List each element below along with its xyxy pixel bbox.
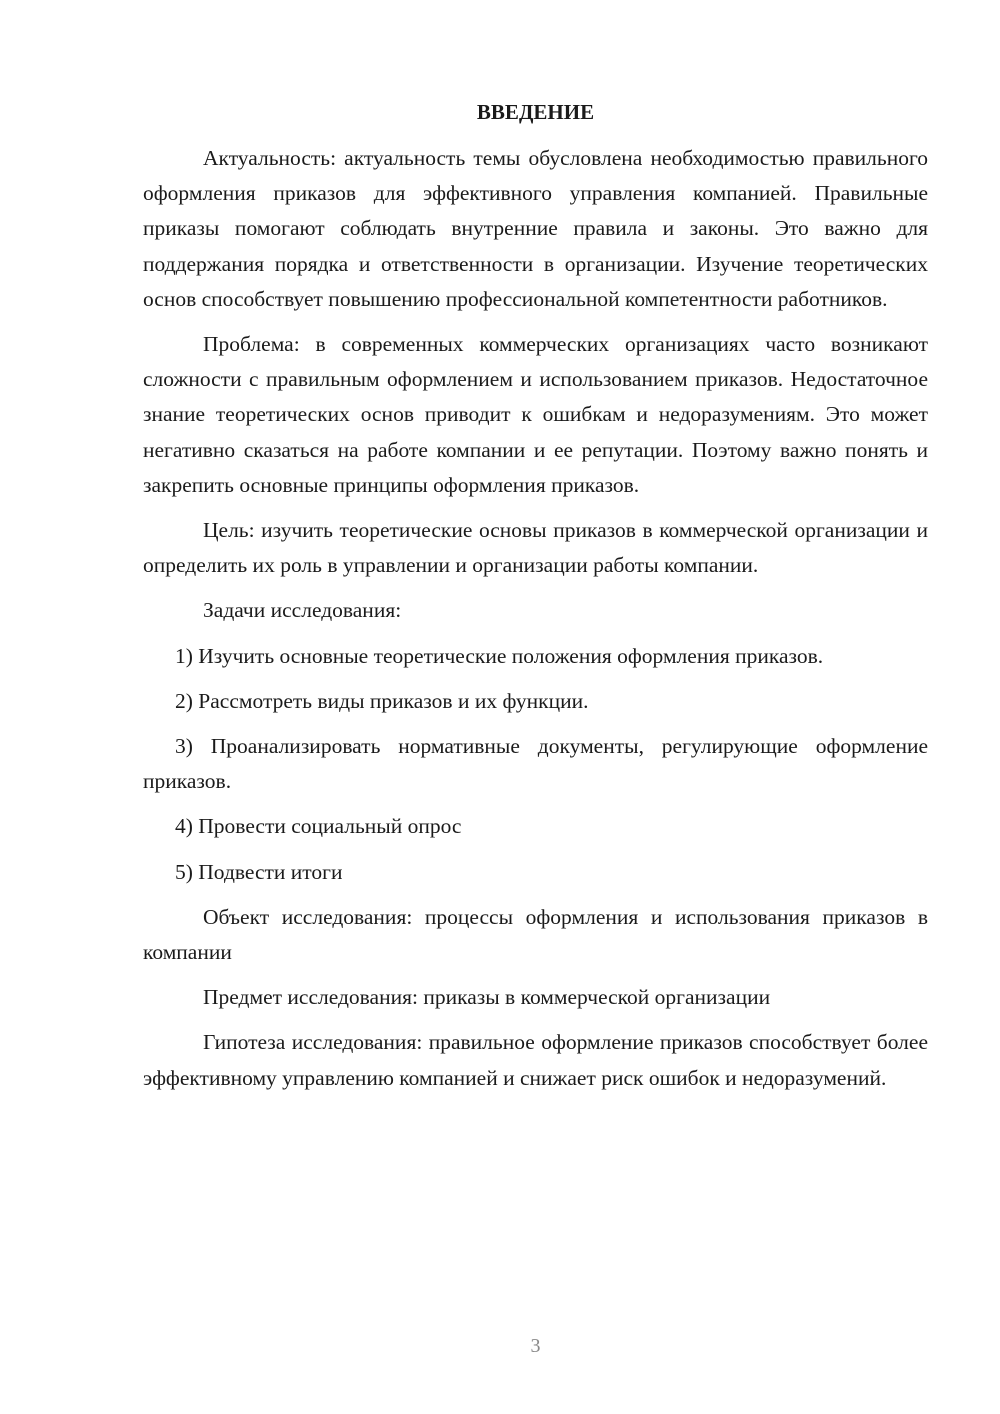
document-body (143, 141, 928, 1106)
paragraph-relevance: Актуальность: актуальность темы обусловлена необходимостью правильного оформления приказов для эффективного управления компанией. Правильные приказы помогают соблюдать внутренние правила и законы. Это важно для поддержания порядка и ответственности в организации. Изучение теоретических основ способствует повышению профессиональной компетентности работников. (143, 146, 928, 311)
task-item: 4) Провести социальный опрос (175, 814, 462, 839)
task-item: 3) Проанализировать нормативные документы, регулирующие оформление приказов. (143, 734, 928, 794)
task-item: 5) Подвести итоги (175, 859, 343, 884)
section-title: ВВЕДЕНИЕ (476, 100, 595, 124)
paragraph-problem: Проблема: в современных коммерческих организациях часто возникают сложности с правильным оформлением и использованием приказов. Недостаточное знание теоретических основ приводит к ошибкам и недоразумениям. Это может негативно сказаться на работе компании и ее репутации. Поэтому важно понять и закрепить основные принципы оформления приказов. (143, 332, 928, 497)
paragraph-subject: Предмет исследования: приказы в коммерческой организации (203, 985, 771, 1010)
paragraph-goal: Цель: изучить теоретические основы приказов в коммерческой организации и определить их роль в управлении и организации работы компании. (143, 518, 928, 578)
paragraph-tasks-heading: Задачи исследования: (203, 598, 402, 623)
task-item: 1) Изучить основные теоретические положения оформления приказов. (175, 643, 824, 668)
task-item: 2) Рассмотреть виды приказов и их функции. (175, 688, 589, 713)
page-number: 3 (530, 1335, 541, 1357)
paragraph-object: Объект исследования: процессы оформления и использования приказов в компании (143, 904, 928, 965)
paragraph-hypothesis: Гипотеза исследования: правильное оформление приказов способствует более эффективному управлению компанией и снижает риск ошибок и недоразумений. (143, 1030, 928, 1090)
